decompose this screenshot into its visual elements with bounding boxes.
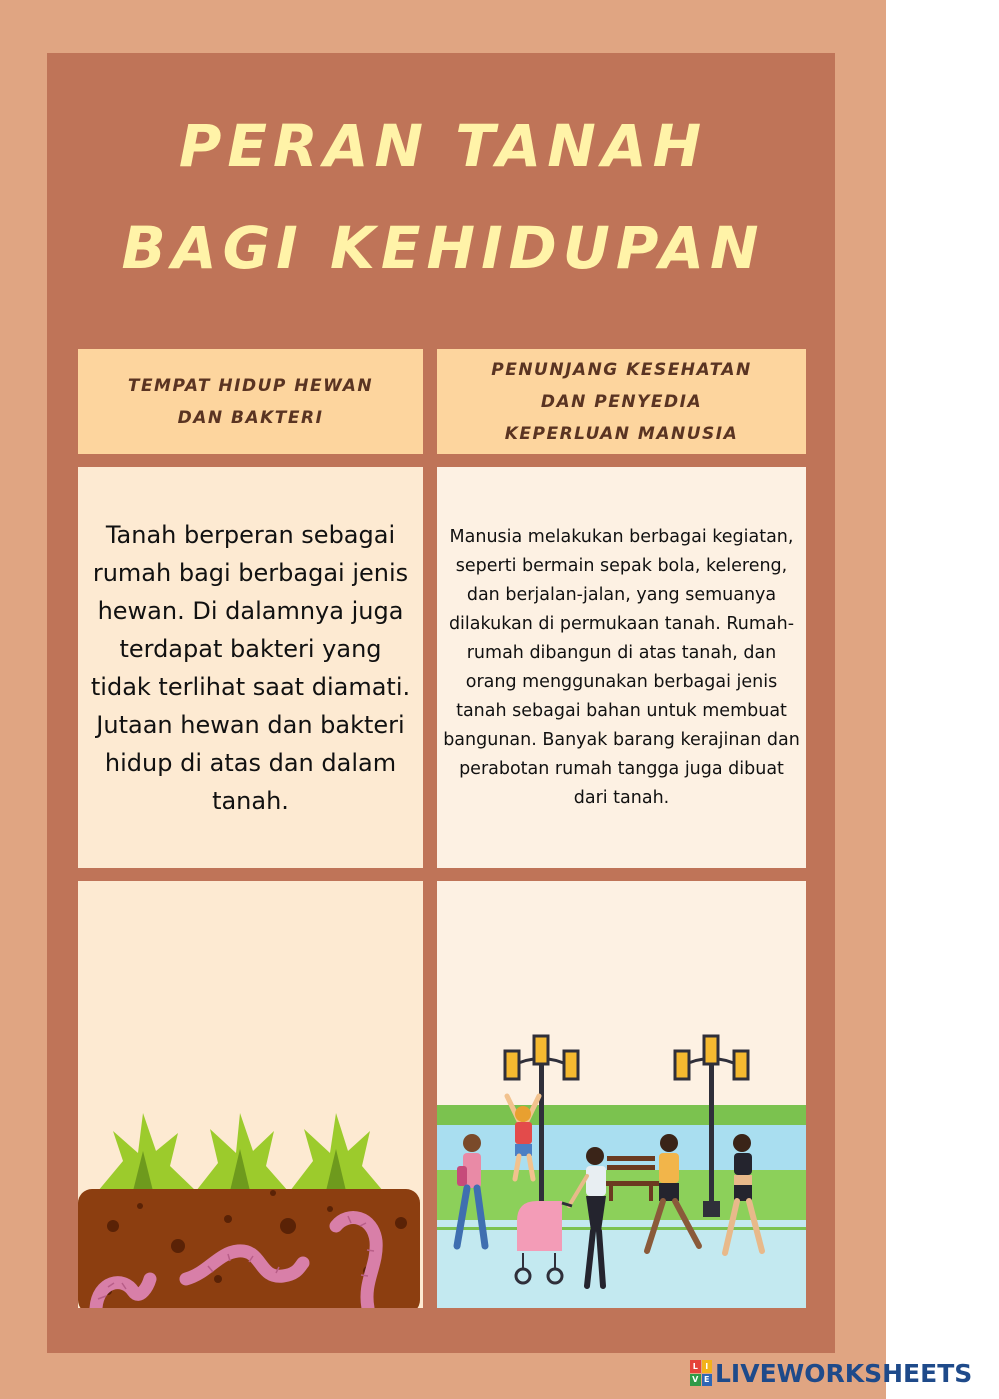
header-habitat-label: TEMPAT HIDUP HEWAN DAN BAKTERI xyxy=(127,375,374,428)
header-habitat xyxy=(78,349,423,454)
brand-badge-letter: I xyxy=(702,1360,713,1373)
liveworksheets-logo xyxy=(690,1358,972,1388)
header-human-needs xyxy=(437,349,806,454)
soil-worms-image xyxy=(78,881,423,1308)
header-human-needs-label: PENUNJANG KESEHATAN DAN PENYEDIA KEPERLUAN MANUSIA xyxy=(491,359,752,444)
brand-badge-letter: L xyxy=(690,1360,701,1373)
text-cell-habitat xyxy=(78,467,423,868)
park-people-image xyxy=(437,881,806,1308)
page-title xyxy=(0,95,886,299)
text-habitat: Tanah berperan sebagai rumah bagi berbagai jenis hewan. Di dalamnya juga terdapat bakteri yang tidak terlihat saat diamati. Jutaan hewan dan bakteri hidup di atas dan dalam tanah. xyxy=(90,520,411,815)
text-cell-human-needs xyxy=(437,467,806,868)
soil-illustration xyxy=(78,881,423,1308)
brand-badge-letter: V xyxy=(690,1374,701,1387)
title-line-1: PERAN TANAH xyxy=(178,112,708,180)
text-human-needs: Manusia melakukan berbagai kegiatan, seperti bermain sepak bola, kelereng, dan berjalan-jalan, yang semuanya dilakukan di permukaan tanah. Rumah-rumah dibangun di atas tanah, dan orang menggunakan berbagai jenis tanah sebagai bahan untuk membuat bangunan. Banyak barang kerajinan dan perabotan rumah tangga juga dibuat dari tanah. xyxy=(443,526,800,808)
brand-text: LIVEWORKSHEETS xyxy=(715,1358,973,1388)
brand-badge-letter: E xyxy=(702,1374,713,1387)
title-line-2: BAGI KEHIDUPAN xyxy=(121,214,765,282)
park-illustration xyxy=(437,881,806,1308)
brand-badge xyxy=(690,1360,712,1386)
